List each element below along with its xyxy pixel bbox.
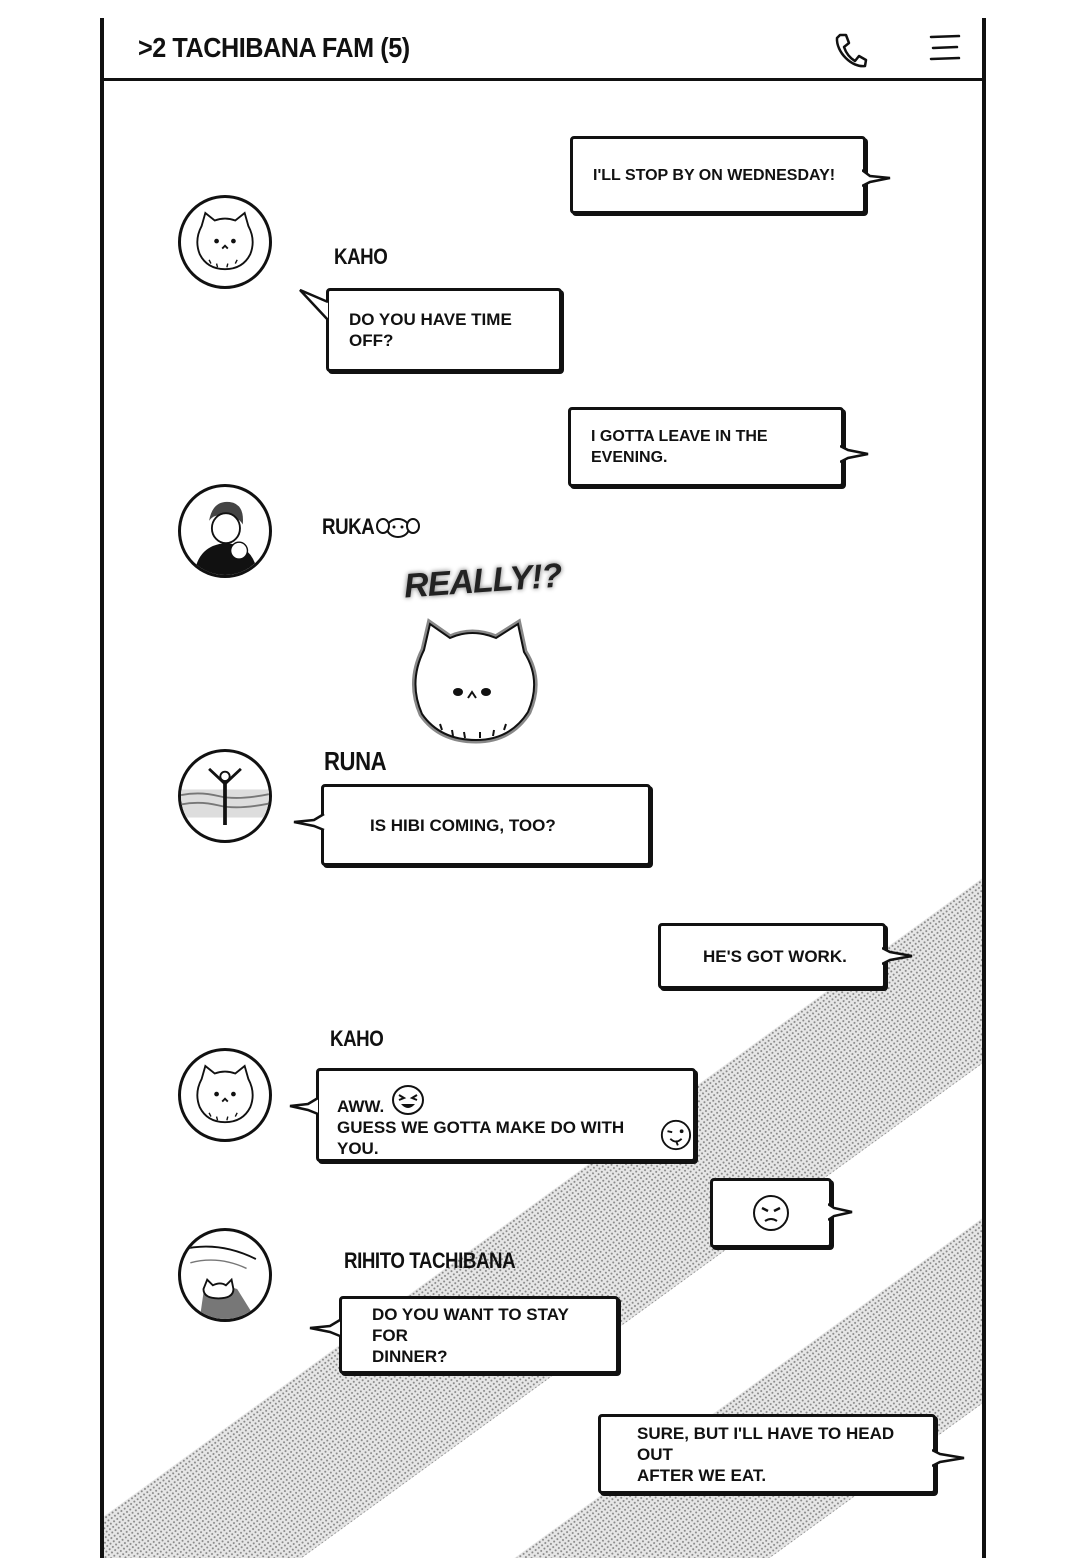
cat-avatar[interactable] (178, 1048, 272, 1142)
bubble-tail (840, 444, 870, 464)
message-text: I'LL STOP BY ON WEDNESDAY! (593, 166, 836, 184)
cat-avatar[interactable] (178, 195, 272, 289)
bubble-tail (292, 812, 326, 832)
bubble-tail (932, 1448, 966, 1468)
cat-sleeping-avatar[interactable] (178, 1228, 272, 1322)
dog-face-icon (376, 516, 420, 540)
chat-title: >2 TACHIBANA FAM (5) (138, 32, 410, 63)
bubble-tail (882, 946, 914, 966)
sender-name: RUKA (322, 514, 375, 539)
incoming-message-bubble[interactable] (321, 784, 651, 866)
message-text: DO YOU WANT TO STAY FOR DINNER? (372, 1304, 569, 1366)
bubble-tail (288, 1096, 320, 1116)
boy-with-cat-avatar[interactable] (178, 484, 272, 578)
incoming-message-bubble[interactable] (339, 1296, 619, 1374)
message-text: DO YOU HAVE TIME OFF? (349, 310, 512, 350)
crying-cat-sticker[interactable] (400, 556, 563, 752)
bubble-tail (828, 1202, 854, 1222)
sender-name: RUNA (324, 746, 387, 776)
message-text: HE'S GOT WORK. (703, 946, 847, 966)
outgoing-message-bubble[interactable] (568, 407, 844, 487)
sender-name: KAHO (330, 1026, 384, 1051)
incoming-message-bubble[interactable] (316, 1068, 696, 1162)
message-text: I GOTTA LEAVE IN THE EVENING. (591, 428, 768, 466)
chat-window (100, 18, 986, 1558)
incoming-message-bubble[interactable] (326, 288, 562, 372)
angry-face-emoji (751, 1193, 791, 1233)
sticker-caption: REALLY!? (402, 556, 563, 606)
sender-name: KAHO (334, 244, 388, 269)
outgoing-message-bubble[interactable] (570, 136, 866, 214)
outgoing-message-bubble[interactable] (598, 1414, 936, 1494)
chat-header (104, 18, 982, 81)
message-text-line: AWW. (337, 1096, 385, 1116)
hamburger-menu-icon[interactable] (928, 32, 962, 69)
bubble-tail (308, 1318, 342, 1338)
beach-person-avatar[interactable] (178, 749, 272, 843)
message-text-line: GUESS WE GOTTA MAKE DO WITH YOU. (337, 1118, 625, 1158)
bubble-tail (862, 168, 892, 188)
sender-name: RIHITO TACHIBANA (344, 1248, 516, 1273)
laughing-face-emoji (390, 1083, 426, 1117)
bubble-tail (298, 288, 330, 324)
message-text: SURE, BUT I'LL HAVE TO HEAD OUT AFTER WE EAT. (637, 1423, 895, 1485)
winking-face-emoji (659, 1117, 693, 1153)
message-text: IS HIBI COMING, TOO? (370, 815, 556, 835)
outgoing-message-bubble[interactable] (658, 923, 886, 989)
outgoing-emoji-bubble[interactable] (710, 1178, 832, 1248)
phone-icon[interactable] (832, 32, 868, 75)
